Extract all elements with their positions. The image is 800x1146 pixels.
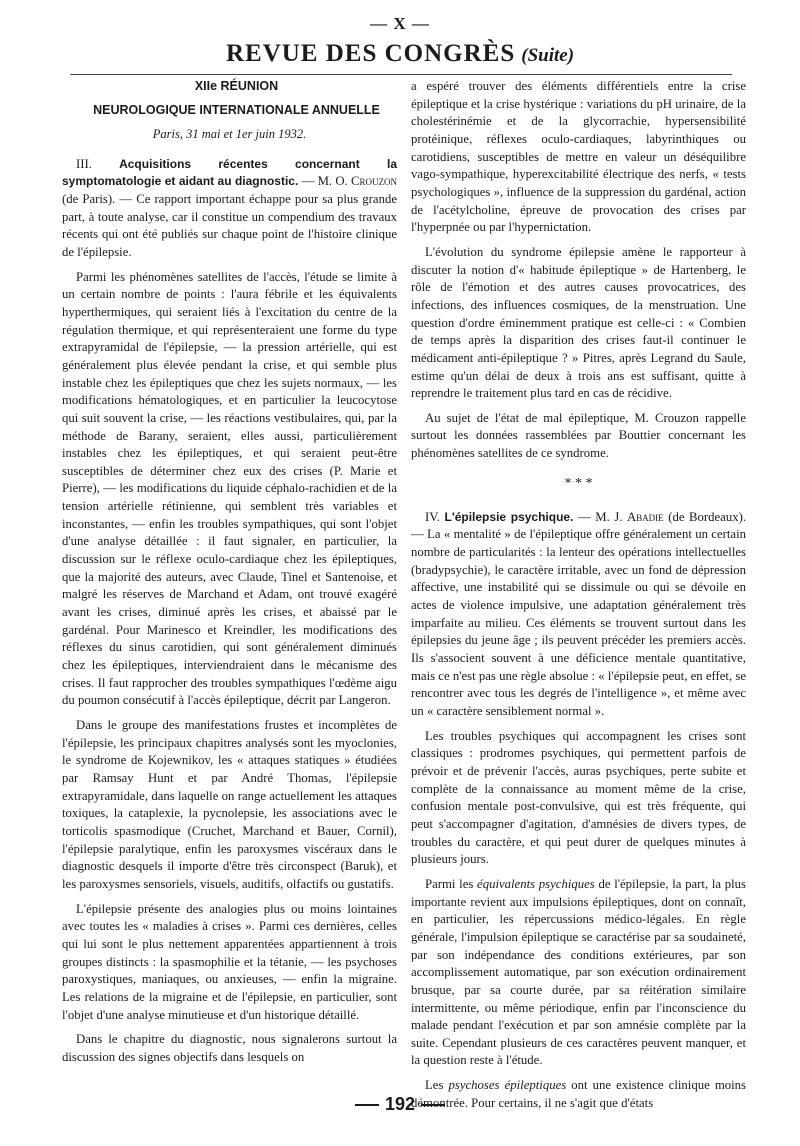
paragraph-psychic-equivalents: [411, 876, 746, 1070]
paragraph-status-epilepticus: Au sujet de l'état de mal épileptique, M. Crouzon rappelle surtout les données rassemblées par Bouttier concernant les phénomènes satellites de ce syndrome.: [411, 410, 746, 461]
psychoses-lead: Les: [425, 1078, 444, 1093]
meeting-title-line1: XIIe RÉUNION: [194, 79, 279, 93]
section-iv-text: (de Bordeaux). — La « mentalité » de l'épileptique offre généralement un certain nombre de particularités : la lenteur des opérations intellectuelles (bradypsychie), le caractère irritable, avec un fond de dépression affective, une instabilité qui se dissimule ou qui se dévoile en actes de violence impulsive, une adaptation généralement très imparfaite au milieu. Ces éléments se trouvent surtout dans les épilepsies du jeune âge ; ils peuvent précéder les premiers accès. Ils s'associent souvent à une déficience mentale quantitative, mais ce n'est pas une règle absolue : « l'épilepsie peut, en effet, se rencontrer avec tous les degrés de l'intelligence », et même avec un « caractère sensiblement normal ».: [411, 509, 747, 718]
paragraph-incomplete-forms: Dans le groupe des manifestations frustes et incomplètes de l'épilepsie, les principaux chapitres analysés sont les myoclonies, le syndrome de Kojewnikov, les « attaques statiques » étudiées par Ramsay Hunt et par André Thomas, l'épilepsie extrapyramidale, dans laquelle on range actuellement les attaques toxiques, la cataplexie, la pycnolepsie, les associations avec le torticolis spasmodique (Cruchet, Marchand et Bauer, Cornil), l'épilepsie paralytique, enfin les paroxysmes viscéraux dans le diagnostic desquels il importe d'être très circonspect (Baruk), et les paroxysmes sensoriels, visuels, auditifs, olfactifs ou gustatifs.: [62, 718, 397, 891]
section-separator: * * *: [564, 475, 593, 491]
section-iv-author: Abadie: [626, 509, 664, 524]
section-iii-author: Crouzon: [351, 174, 398, 189]
running-header: [0, 40, 800, 68]
page-number: 192: [384, 1094, 416, 1114]
paragraph-psychic-disorders: Les troubles psychiques qui accompagnent les crises sont classiques : prodromes psychiques, qui permettent parfois de prévoir et de prévenir l'accès, auras psychiques, perte subite et complète de la connaissance au moment même de la crise, confusion mentale post-convulsive, qui est très fréquente, qui peut s'accompagner d'agitation, d'amnésies de divers types, de troubles du caractère, et qui peut durer de quelques minutes à plusieurs jours.: [411, 728, 746, 867]
equivalents-term: équivalents psychiques: [477, 876, 595, 891]
section-iii-intro: [62, 156, 397, 262]
section-iv-number: IV.: [425, 509, 440, 524]
meeting-title-line2: NEUROLOGIQUE INTERNATIONALE ANNUELLE: [93, 103, 380, 117]
section-iv-heading: L'épilepsie psychique.: [444, 509, 574, 524]
left-column: [62, 78, 397, 1094]
paragraph-diagnosis-continued: a espéré trouver des éléments différentiels entre la crise épileptique et la crise hystérique : variations du pH urinaire, de la cholestérinémie et de la glycorrachie, hypersensibilité protéinique, réflexes oculo-cardiaques, labyrinthiques ou carotidiens, susceptibles de mettre en valeur un déséquilibre vago-sympathique, hyperexcitabilité électrique des nerfs, « tests psychologiques », influence de la suppression du gardénal, action de l'acétylcholine, épreuve de provocation des crises par l'hyperpnée ou par l'hypernictation.: [411, 79, 746, 235]
right-column: [411, 78, 747, 1110]
psychoses-text: ont une existence clinique moins démontrée. Pour certains, il ne s'agit que d'états: [411, 1078, 747, 1110]
header-title: REVUE DES CONGRÈS: [225, 40, 516, 67]
paragraph-diagnosis: Dans le chapitre du diagnostic, nous signalerons surtout la discussion des signes objectifs dans lesquels on: [62, 1032, 397, 1064]
footer-dash-left: [355, 1104, 379, 1106]
psychoses-term: psychoses épileptiques: [448, 1078, 567, 1093]
section-iii-number: III.: [76, 156, 92, 171]
paragraph-crisis-diseases: L'épilepsie présente des analogies plus ou moins lointaines avec toutes les « maladies à crises ». Parmi ces dernières, celles qui lui sont le plus nettement apparentées appartiennent à trois groupes distincts : la spasmophilie et la tétanie, — les psychoses paroxystiques, maniaques, ou anxieuses, — enfin la migraine. Les relations de la migraine et de l'épilepsie, en particulier, sont l'objet d'une analyse minutieuse et d'un historique détaillé.: [62, 901, 397, 1022]
paragraph-satellite-phenomena: Parmi les phénomènes satellites de l'accès, l'étude se limite à un certain nombre de points : l'aura fébrile et les équivalents hyperthermiques, qui seraient liés à l'excitation du centre de la régulation thermique, et qui représenteraient une forme du type extrapyramidal de l'épilepsie, — la pression artérielle, qui est généralement plus élevée pendant la crise, et qui semble plus instable chez les épileptiques que chez les sujets normaux, — les modifications hématologiques, et en particulier la leucocytose qui suit souvent la crise, — les réactions vestibulaires, qui, par la méthode de Barany, seraient, elles aussi, particulièrement instables chez les épileptiques, et qui seraient peut-être susceptibles de déterminer chez eux des crises (P. Marie et Pierre), — les modifications du liquide céphalo-rachidien et de la tension artérielle rétinienne, qui semblent très variables et inconstantes, — enfin les troubles sympathiques, qui sont l'objet d'une analyse détaillée : il faut signaler, en particulier, la discussion sur le réflexe oculo-cardiaque chez les épileptiques, que la majorité des auteurs, avec Claude, Tinel et Santenoise, et malgré les réserves de Marchand et Adam, ont trouvé exagéré avant les crises, diminué après les crises, et abaissé par le gardénal. Pour Marinesco et Kreindler, les modifications des réflexes du sinus carotidien, qui sont généralement diminués chez les épileptiques, interviendraient dans le mécanisme des crises. Il faut rapprocher des troubles sympathiques l'œdème aigu du poumon consécutif à l'accès épileptique, décrit par Langeron.: [62, 269, 397, 708]
header-suite: (Suite): [521, 45, 575, 66]
header-rule: [70, 74, 732, 75]
section-iv-author-prefix: — M. J.: [577, 509, 623, 524]
footer-dash-right: [421, 1104, 445, 1106]
section-iii-author-prefix: — M. O.: [301, 174, 348, 189]
section-iv-intro: [411, 509, 746, 721]
equivalents-lead: Parmi les: [425, 876, 474, 891]
paragraph-evolution: L'évolution du syndrome épilepsie amène le rapporteur à discuter la notion d'« habitude épileptique » de Hartenberg, le rôle de l'émotion et des autres causes provocatrices, des infections, des influences cosmiques, de la menstruation. Une question d'ordre éminemment pratique est celle-ci : « Combien de temps après la disparition des crises faut-il continuer le médicament anti-épileptique ? » Pitres, après Legrand du Saule, estime qu'un délai de deux à trois ans est suffisant, quitte à reprendre le traitement plus tard en cas de récidive.: [411, 244, 746, 401]
section-iii-text: (de Paris). — Ce rapport important échappe pour sa plus grande part, à toute analyse, car il constitue un compendium des travaux récents qui ont été publiés sur chaque point de l'histoire clinique de l'épilepsie.: [62, 191, 397, 259]
meeting-dateline: Paris, 31 mai et 1er juin 1932.: [152, 127, 307, 141]
equivalents-text: de l'épilepsie, la part, la plus importante revient aux impulsions épileptiques, dont on connaît, en particulier, les répercussions médico-légales. En règle générale, l'impulsion épileptique se caractérise par sa soudaineté, par son indépendance des conditions extérieures, par son accomplissement automatique, par son exécution ordinairement brusque, par sa courte durée, par sa réitération similaire intermittente, ou même périodique, enfin par l'inconscience du malade pendant l'exécution et par son amnésie complète par la suite. Cependant plusieurs de ces caractères peuvent manquer, et la question reste à l'étude.: [411, 876, 747, 1068]
page-footer: [0, 1094, 800, 1115]
page-marker: — X —: [370, 14, 430, 33]
section-iii-heading: Acquisitions récentes concernant la symptomatologie et aidant au diagnostic.: [62, 156, 397, 189]
